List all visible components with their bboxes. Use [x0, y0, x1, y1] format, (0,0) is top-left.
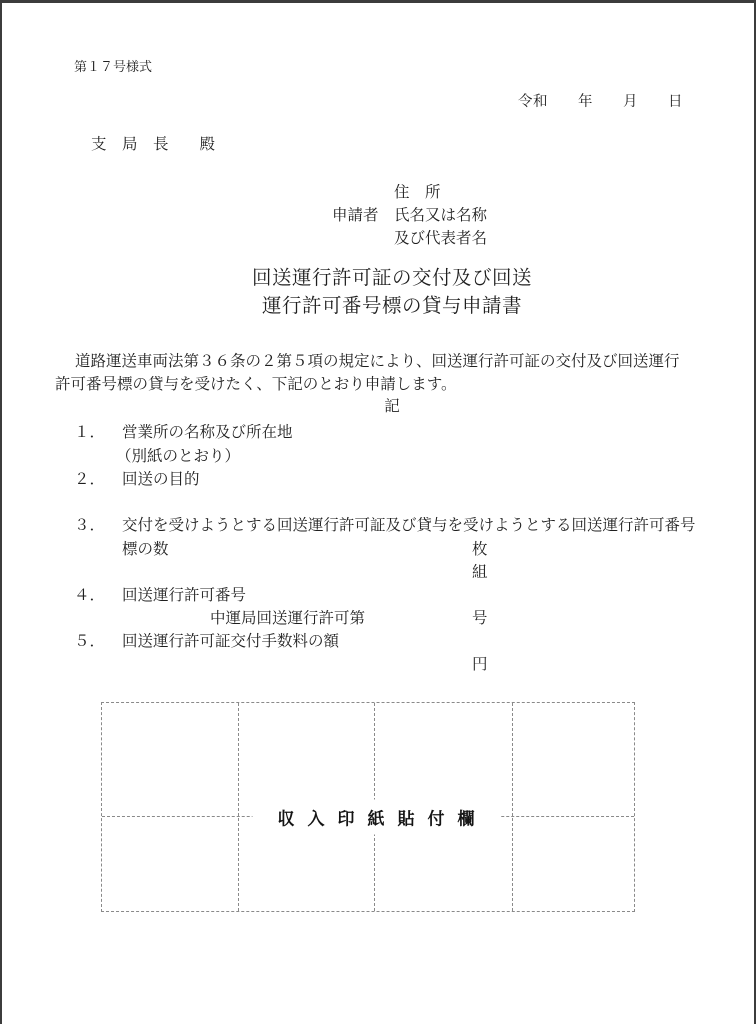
date-line: 令和 年 月 日 — [518, 94, 683, 110]
item4-number: ４． — [74, 587, 106, 604]
item3-text-line2: 標の数 — [122, 541, 169, 558]
item1-number: １． — [74, 424, 106, 441]
addressee-line: 支 局 長 殿 — [91, 136, 216, 153]
applicant-representative-label: 及び代表者名 — [394, 230, 488, 247]
form-number: 第１７号様式 — [74, 59, 153, 74]
item5-text: 回送運行許可証交付手数料の額 — [122, 633, 340, 650]
body-paragraph-line2: 許可番号標の貸与を受けたく、下記のとおり申請します。 — [55, 376, 457, 393]
stamp-table-divider-1 — [238, 703, 239, 911]
stamp-box-label: 収入印紙貼付欄 — [253, 800, 500, 835]
applicant-name-label: 氏名又は名称 — [394, 207, 488, 224]
body-paragraph-line1: 道路運送車両法第３６条の２第５項の規定により、回送運行許可証の交付及び回送運行 — [75, 353, 680, 370]
item4-permit-prefix: 中運局回送運行許可第 — [210, 610, 366, 627]
item1-text: 営業所の名称及び所在地 — [122, 424, 293, 441]
stamp-attachment-table — [101, 702, 635, 912]
applicant-label: 申請者 — [332, 207, 379, 224]
item3-number: ３． — [74, 517, 106, 534]
item3-unit-sets: 組 — [472, 564, 488, 581]
item5-unit: 円 — [472, 656, 488, 673]
item4-unit: 号 — [472, 610, 488, 627]
stamp-table-divider-3 — [512, 703, 513, 911]
document-title-line1: 回送運行許可証の交付及び回送 — [251, 268, 532, 289]
item5-number: ５． — [74, 633, 106, 650]
item4-text: 回送運行許可番号 — [122, 587, 247, 604]
record-marker: 記 — [384, 398, 400, 415]
item1-note: （別紙のとおり） — [116, 448, 241, 465]
item3-text-line1: 交付を受けようとする回送運行許可証及び貸与を受けようとする回送運行許可番号 — [122, 517, 696, 534]
applicant-address-label: 住 所 — [394, 184, 441, 201]
item2-number: ２． — [74, 471, 106, 488]
item3-unit-sheets: 枚 — [472, 541, 488, 558]
item2-text: 回送の目的 — [122, 471, 200, 488]
document-title-line2: 運行許可番号標の貸与申請書 — [261, 295, 522, 317]
document-title — [26, 265, 756, 320]
